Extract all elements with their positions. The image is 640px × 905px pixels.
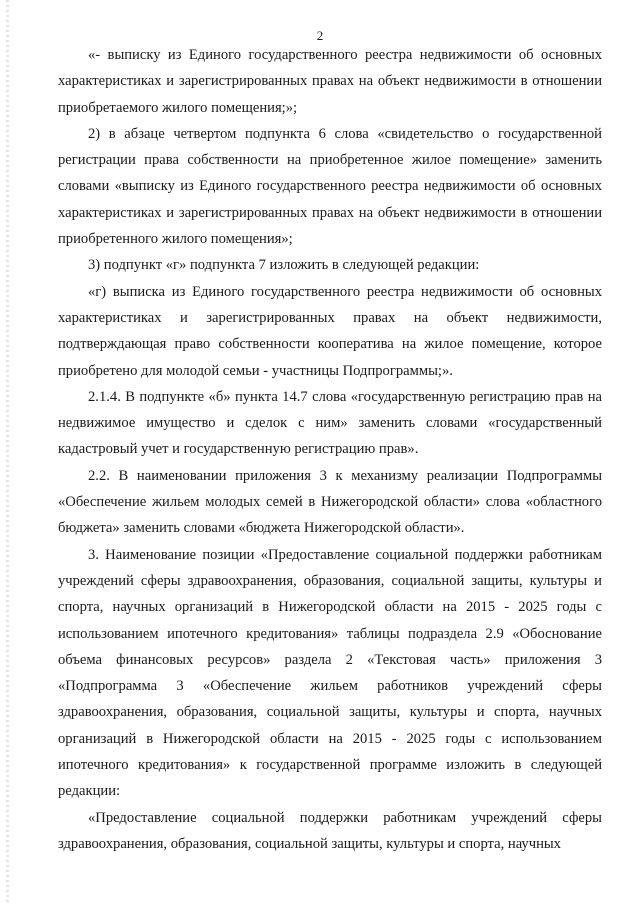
paragraph-quoted-position: «Предоставление социальной поддержки работникам учреждений сферы здравоохранения, образования, социальной защиты, культуры и спорта, научных	[58, 809, 602, 852]
paragraph-subitem-g: «г) выписка из Единого государственного реестра недвижимости об основных характеристиках и зарегистрированных правах на объект недвижимости, подтверждающая право собственности кооператива на жилое помещение, которое приобретено для молодой семьи - участницы Подпрограммы;».	[58, 283, 602, 379]
paragraph-2-2: 2.2. В наименовании приложения 3 к механизму реализации Подпрограммы «Обеспечение жильем молодых семей в Нижегородской области» слова «областного бюджета» заменить словами «бюджета Нижегородской области».	[58, 467, 602, 537]
paragraph-item-2: 2) в абзаце четвертом подпункта 6 слова «свидетельство о государственной регистрации права собственности на приобретенное жилое помещение» заменить словами «выписку из Единого государственного реестра недвижимости об основных характеристиках и зарегистрированных правах на объект недвижимости в отношении приобретенного жилого помещения»;	[58, 125, 602, 248]
paragraph-2-1-4: 2.1.4. В подпункте «б» пункта 14.7 слова «государственную регистрацию прав на недвижимое имущество и сделок с ним» заменить словами «государственный кадастровый учет и государственную регистрацию прав».	[58, 388, 602, 458]
paragraph-item-3: 3) подпункт «г» подпункта 7 изложить в следующей редакции:	[88, 257, 480, 274]
document-body	[58, 42, 602, 857]
scan-edge-artifact	[6, 0, 9, 905]
paragraph-3: 3. Наименование позиции «Предоставление социальной поддержки работникам учреждений сферы здравоохранения, образования, социальной защиты, культуры и спорта, научных организаций в Нижегородской области на 2015 - 2025 годы с использованием ипотечного кредитования» таблицы подраздела 2.9 «Обоснование объема финансовых ресурсов» раздела 2 «Текстовая часть» приложения 3 «Подпрограмма 3 «Обеспечение жильем работников учреждений сферы здравоохранения, образования, социальной защиты, культуры и спорта, научных организаций в Нижегородской области на 2015 - 2025 годы с использованием ипотечного кредитования» к государственной программе изложить в следующей редакции:	[58, 546, 602, 800]
paragraph-extract-definition: «- выписку из Единого государственного реестра недвижимости об основных характеристиках и зарегистрированных правах на объект недвижимости в отношении приобретаемого жилого помещения;»;	[58, 47, 602, 116]
page-number: 2	[316, 28, 324, 43]
